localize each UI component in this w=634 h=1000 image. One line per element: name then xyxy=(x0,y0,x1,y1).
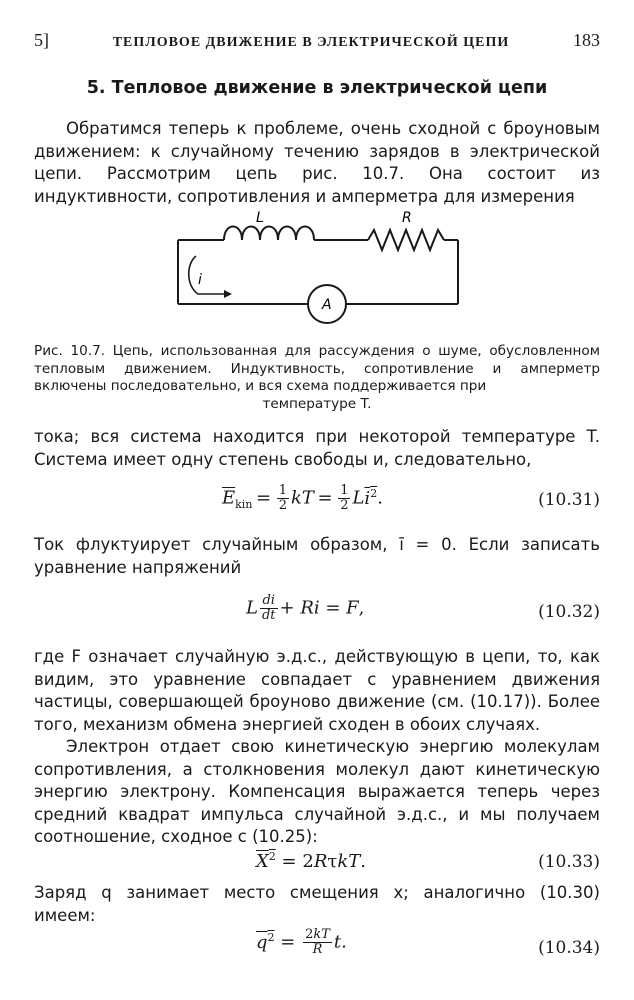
figure-caption xyxy=(34,343,600,413)
equation-10-32-formula: L $\frac{di}{dt}$ + Ri = F, xyxy=(246,593,365,623)
resistor-zigzag xyxy=(368,230,444,250)
equation-number: (10.33) xyxy=(538,852,600,872)
section-title: 5. Тепловое движение в электрической цепи xyxy=(86,78,548,98)
paragraph-charge: Заряд q занимает место смещения x; аналогично (10.30) имеем: xyxy=(34,883,600,925)
equation-number: (10.34) xyxy=(538,938,600,958)
equation-10-33-formula: $X^2 = 2R\tau kT$. xyxy=(256,850,366,872)
equation-number: (10.32) xyxy=(538,602,600,622)
equation-10-32 xyxy=(34,592,600,636)
equation-10-34-formula: $q^2$ = $\frac{2kT}{R}$ t. xyxy=(256,927,347,957)
current-arrow xyxy=(189,256,224,294)
current-arrowhead xyxy=(224,290,232,298)
caption-last-line: температуре T. xyxy=(262,395,372,412)
inductor-coil xyxy=(224,227,314,241)
equation-number: (10.31) xyxy=(538,490,600,510)
label-current: i xyxy=(198,272,202,288)
section-ref: 5] xyxy=(34,30,49,50)
equation-10-31-formula: $\overline{E}_{kin}$ = $\frac{1}{2}$ kT = $\frac{1}{2}$ Li$^2$. xyxy=(222,483,383,513)
equation-10-31 xyxy=(34,480,600,524)
label-inductance: L xyxy=(256,210,264,226)
equation-10-34 xyxy=(34,926,600,970)
paragraph-electron: Электрон отдает свою кинетическую энергию молекулам сопротивления, а столкновения молекул дают кинетическую энергию электрону. Компенсация выражается теперь через средний квадрат импульса случайной э.д.с., и мы получаем соотношение, сходное с (10.25): xyxy=(34,737,600,846)
running-header xyxy=(34,30,600,51)
page-number: 183 xyxy=(572,30,600,50)
label-ammeter: A xyxy=(322,297,332,313)
paragraph-emf: где F означает случайную э.д.с., действующую в цепи, то, как видим, это уравнение совпадает с уравнением движения частицы, совершающей броуново движение (см. (10.17)). Более того, механизм обмена энергией сходен в обоих случаях. xyxy=(34,647,600,734)
paragraph-fluctuation: Ток флуктуирует случайным образом, ī = 0. Если записать уравнение напряжений xyxy=(34,535,600,577)
label-resistance: R xyxy=(402,210,412,226)
paragraph-system: тока; вся система находится при некоторой температуре T. Система имеет одну степень свободы и, следовательно, xyxy=(34,427,600,469)
caption-body: Рис. 10.7. Цепь, использованная для рассуждения о шуме, обусловленном тепловым движением. Индуктивность, сопротивление и амперметр включены последовательно, и вся схема поддерживается при xyxy=(34,343,600,394)
running-title: ТЕПЛОВОЕ ДВИЖЕНИЕ В ЭЛЕКТРИЧЕСКОЙ ЦЕПИ xyxy=(112,35,510,50)
circuit-diagram xyxy=(172,208,464,336)
paragraph-intro: Обратимся теперь к проблеме, очень сходной с броуновым движением: к случайному течению зарядов в электрической цепи. Рассмотрим цепь рис. 10.7. Она состоит из индуктивности, сопротивления и амперметра для измерения xyxy=(34,119,600,206)
